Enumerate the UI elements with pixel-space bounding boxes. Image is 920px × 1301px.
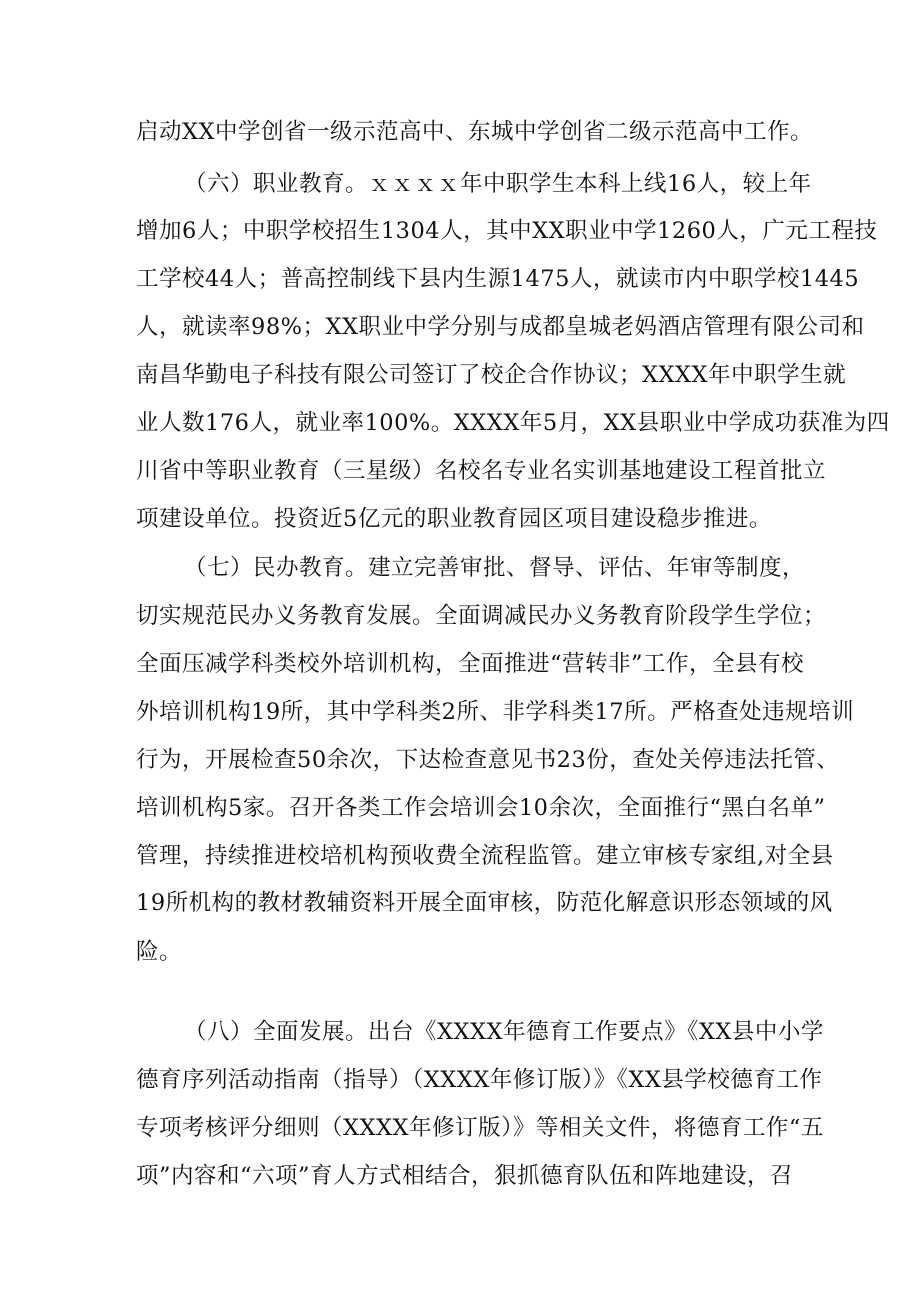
text-line: 全面压减学科类校外培训机构，全面推进“营转非”工作，全县有校 [136, 651, 805, 677]
text-line: 德育序列活动指南（指导）（XXXX年修订版）》《XX县学校德育工作 [136, 1067, 823, 1093]
text-line: 切实规范民办义务教育发展。全面调减民办义务教育阶段学生学位； [136, 603, 827, 629]
text-line: （八）全面发展。出台《XXXX年德育工作要点》《XX县中小学 [184, 1019, 824, 1045]
text-line: 项”内容和“六项”育人方式相结合，狠抓德育队伍和阵地建设，召 [136, 1163, 794, 1189]
text-line: 南昌华勤电子科技有限公司签订了校企合作协议；XXXX年中职学生就 [136, 362, 847, 388]
text-line: （六）职业教育。ｘｘｘｘ年中职学生本科上线16人，较上年 [184, 171, 812, 197]
text-line: 险。 [136, 939, 183, 965]
text-line: 19所机构的教材教辅资料开展全面审核，防范化解意识形态领域的风 [136, 890, 833, 916]
text-line: 增加6人；中职学校招生1304人，其中XX职业中学1260人，广元工程技 [136, 218, 878, 244]
text-line: 专项考核评分细则（XXXX年修订版）》等相关文件，将德育工作“五 [136, 1115, 824, 1141]
text-line: 外培训机构19所，其中学科类2所、非学科类17所。严格查处违规培训 [136, 699, 855, 725]
text-line: 行为，开展检查50余次，下达检查意见书23份，查处关停违法托管、 [136, 747, 840, 773]
text-line: 管理，持续推进校培机构预收费全流程监管。建立审核专家组,对全县 [136, 843, 834, 869]
text-line: 项建设单位。投资近5亿元的职业教育园区项目建设稳步推进。 [136, 506, 772, 532]
text-line: 川省中等职业教育（三星级）名校名专业名实训基地建设工程首批立 [136, 458, 827, 484]
text-line: 人，就读率98%；XX职业中学分别与成都皇城老妈酒店管理有限公司和 [136, 314, 865, 340]
text-line: （七）民办教育。建立完善审批、督导、评估、年审等制度， [184, 555, 806, 581]
text-line: 培训机构5家。召开各类工作会培训会10余次，全面推行“黑白名单” [136, 795, 826, 821]
text-line: 工学校44人；普高控制线下县内生源1475人，就读市内中职学校1445 [136, 266, 860, 292]
text-line: 业人数176人，就业率100%。XXXX年5月，XX县职业中学成功获准为四 [136, 410, 890, 436]
text-line: 启动XX中学创省一级示范高中、东城中学创省二级示范高中工作。 [136, 119, 814, 145]
